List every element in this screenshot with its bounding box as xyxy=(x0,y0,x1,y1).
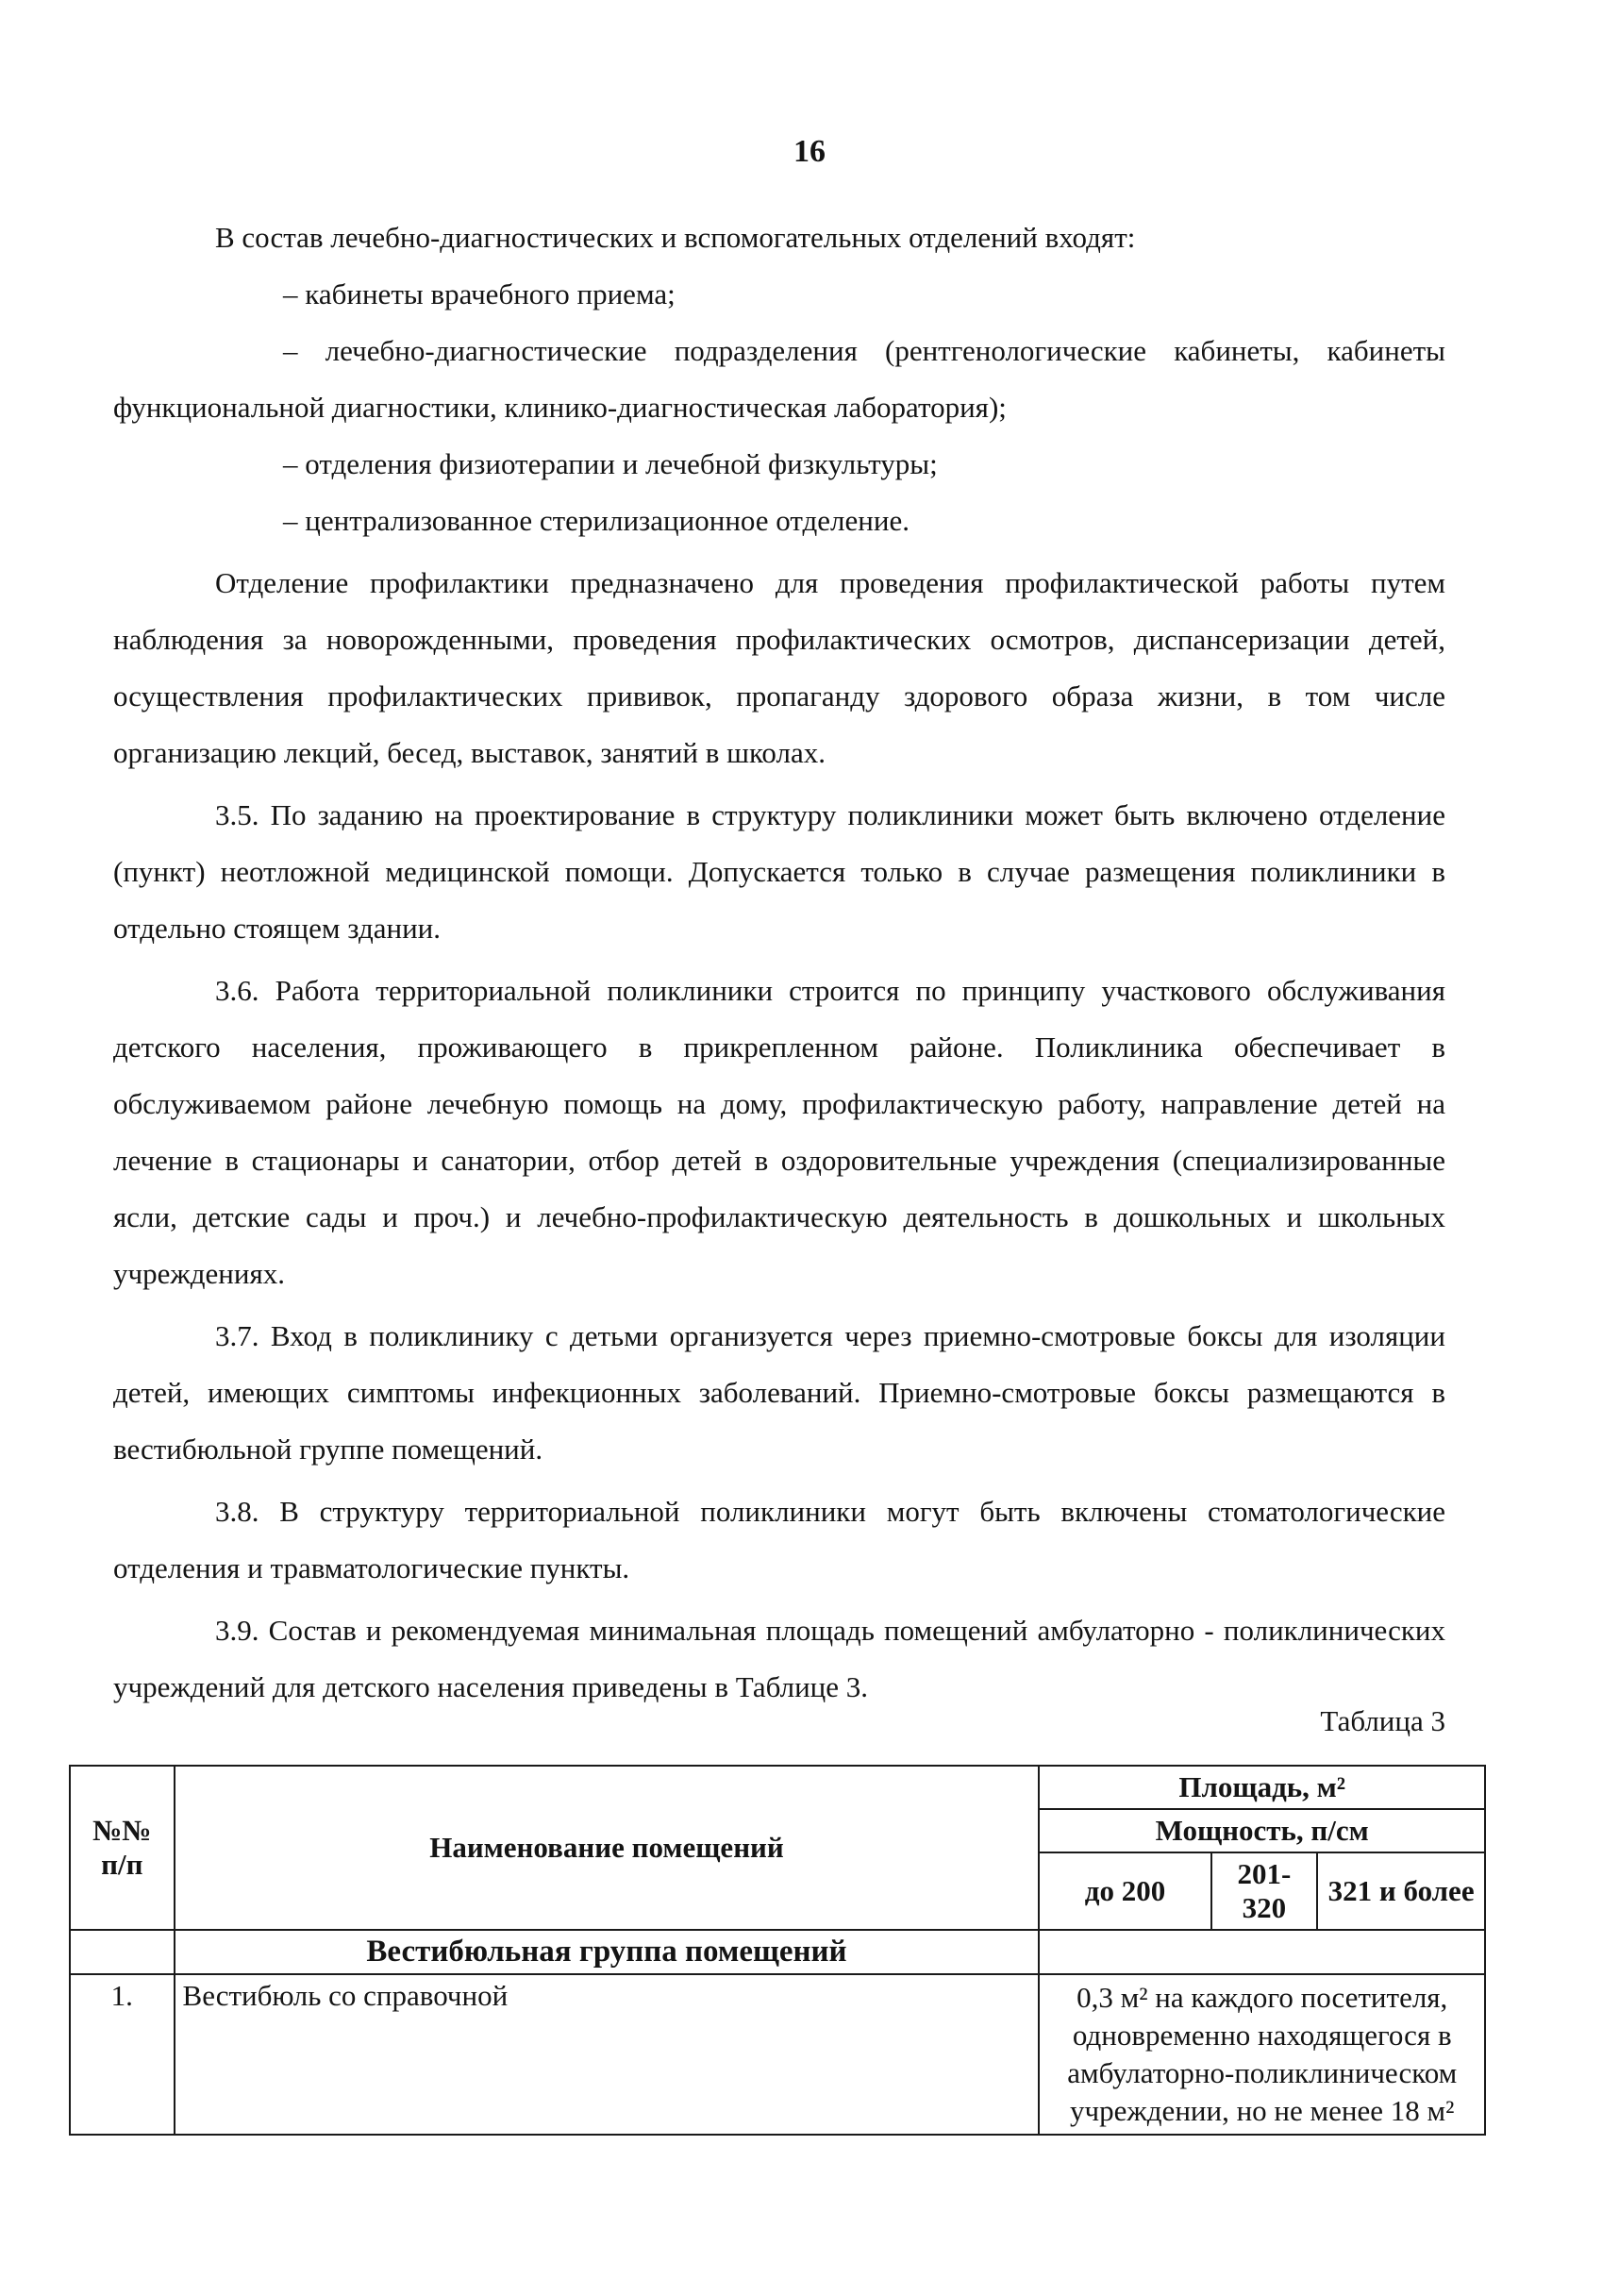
page-number: 16 xyxy=(793,134,826,169)
paragraph: В состав лечебно-диагностических и вспомогательных отделений входят: xyxy=(215,221,1136,254)
document-body xyxy=(113,209,1445,1716)
row-num: 1. xyxy=(70,1974,175,2135)
paragraph: 3.6. Работа территориальной поликлиники строится по принципу участкового обслуживания детского населения, проживающего в прикрепленном районе. Поликлиника обеспечивает в обслуживаемом районе лечебную помощь на дому, профилактическую работу, направление детей на лечение в стационары и санатории, отбор детей в оздоровительные учреждения (специализированные ясли, детские сады и проч.) и лечебно-профилактическую деятельность в дошкольных и школьных учреждениях. xyxy=(113,974,1445,1290)
paragraph: 3.7. Вход в поликлинику с детьми организуется через приемно-смотровые боксы для изоляции детей, имеющих симптомы инфекционных заболеваний. Приемно-смотровые боксы размещаются в вестибюльной группе помещений. xyxy=(113,1319,1445,1466)
list-item: – отделения физиотерапии и лечебной физкультуры; xyxy=(283,447,938,480)
group-title: Вестибюльная группа помещений xyxy=(175,1930,1040,1974)
header-col-3: 321 и более xyxy=(1317,1852,1485,1930)
rooms-table xyxy=(69,1765,1486,2136)
paragraph: Отделение профилактики предназначено для проведения профилактической работы путем наблюдения за новорожденными, проведения профилактических осмотров, диспансеризации детей, осуществления профилактических прививок, пропаганду здорового образа жизни, в том числе организацию лекций, бесед, выставок, занятий в школах. xyxy=(113,566,1445,769)
paragraph: 3.9. Состав и рекомендуемая минимальная площадь помещений амбулаторно - поликлинических учреждений для детского населения приведены в Таблице 3. xyxy=(113,1614,1445,1703)
table-row xyxy=(70,1974,1485,2135)
row-norm: 0,3 м² на каждого посетителя, одновременно находящегося в амбулаторно-поликлиническом учреждении, но не менее 18 м² xyxy=(1039,1974,1485,2135)
header-name: Наименование помещений xyxy=(175,1766,1040,1930)
list-item: – лечебно-диагностические подразделения (рентгенологические кабинеты, кабинеты функциональной диагностики, клинико-диагностическая лаборатория); xyxy=(113,334,1445,424)
paragraph: 3.8. В структуру территориальной поликлиники могут быть включены стоматологические отделения и травматологические пункты. xyxy=(113,1495,1445,1584)
header-col-1: до 200 xyxy=(1039,1852,1210,1930)
group-row xyxy=(70,1930,1485,1974)
group-empty-cell xyxy=(1039,1930,1485,1974)
group-num-cell xyxy=(70,1930,175,1974)
row-name: Вестибюль со справочной xyxy=(175,1974,1040,2135)
header-area: Площадь, м² xyxy=(1039,1766,1485,1809)
header-col-2: 201-320 xyxy=(1211,1852,1318,1930)
header-num: №№ п/п xyxy=(70,1766,175,1930)
list-item: – кабинеты врачебного приема; xyxy=(283,277,676,310)
table-caption: Таблица 3 xyxy=(1320,1704,1445,1737)
list-item: – централизованное стерилизационное отделение. xyxy=(283,504,910,537)
header-capacity: Мощность, п/см xyxy=(1039,1809,1485,1852)
paragraph: 3.5. По заданию на проектирование в структуру поликлиники может быть включено отделение (пункт) неотложной медицинской помощи. Допускается только в случае размещения поликлиники в отдельно стоящем здании. xyxy=(113,798,1445,945)
